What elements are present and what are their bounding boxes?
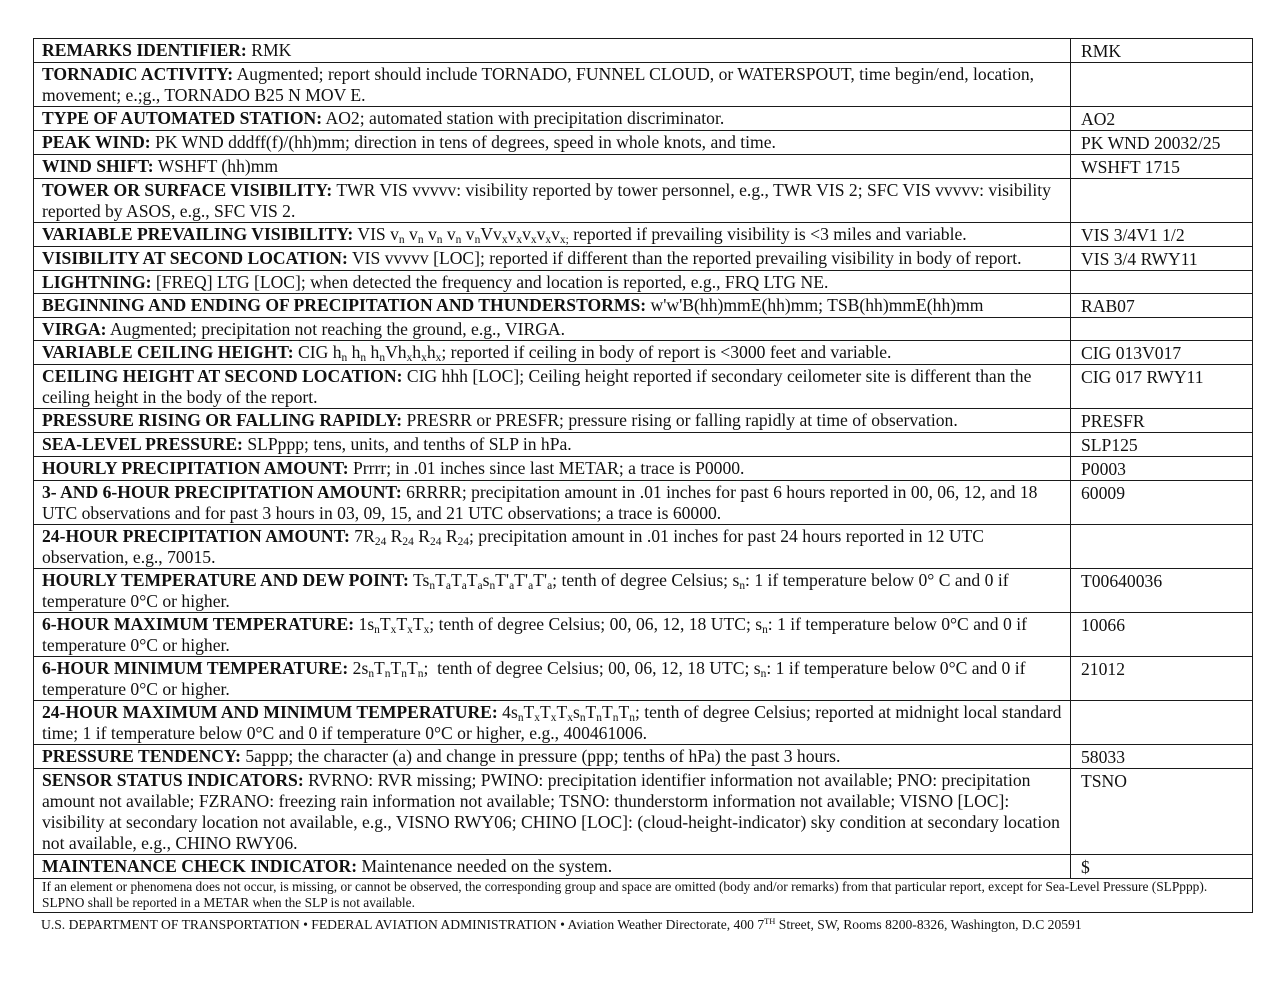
- remark-text: CIG $h_n$ $h_n$ $h_nVh_xh_xh_x$; reported if ceiling in body of report is <3000 feet and variable.: [298, 342, 892, 364]
- remark-description: [34, 613, 1071, 657]
- remark-code: AO2: [1071, 107, 1253, 131]
- remark-row: [34, 613, 1253, 657]
- remark-code: $: [1071, 855, 1253, 879]
- remark-code: [1071, 63, 1253, 107]
- remark-title: HOURLY TEMPERATURE AND DEW POINT:: [42, 570, 409, 590]
- remark-text: Maintenance needed on the system.: [361, 856, 613, 876]
- remark-row: [34, 294, 1253, 318]
- remark-title: CEILING HEIGHT AT SECOND LOCATION:: [42, 366, 403, 386]
- remark-title: LIGHTNING:: [42, 272, 152, 292]
- remark-text: Augmented; report should include TORNADO, FUNNEL CLOUD, or WATERSPOUT, time begin/end, location, movement; e.;g., TORNADO B25 N MOV E.: [42, 64, 1035, 105]
- remark-title: VARIABLE PREVAILING VISIBILITY:: [42, 224, 354, 244]
- remark-row: [34, 107, 1253, 131]
- remark-code: TSNO: [1071, 769, 1253, 855]
- remark-description: [34, 39, 1071, 63]
- remark-code: [1071, 525, 1253, 569]
- remark-row: [34, 271, 1253, 294]
- remark-title: SENSOR STATUS INDICATORS:: [42, 770, 304, 790]
- remark-title: 3- AND 6-HOUR PRECIPITATION AMOUNT:: [42, 482, 402, 502]
- remark-title: TYPE OF AUTOMATED STATION:: [42, 108, 323, 128]
- remark-description: [34, 247, 1071, 271]
- remark-description: [34, 365, 1071, 409]
- remark-row: [34, 433, 1253, 457]
- remark-row: [34, 769, 1253, 855]
- remark-row: [34, 457, 1253, 481]
- remark-row: [34, 481, 1253, 525]
- remark-row: [34, 525, 1253, 569]
- remark-description: [34, 131, 1071, 155]
- remark-row: [34, 855, 1253, 879]
- remark-row: [34, 745, 1253, 769]
- remark-description: [34, 701, 1071, 745]
- remark-text: WSHFT (hh)mm: [157, 156, 279, 176]
- remark-text: CIG hhh [LOC]; Ceiling height reported if secondary ceilometer site is different than the ceiling height in the body of the report.: [42, 366, 1032, 407]
- footer-text: U.S. DEPARTMENT OF TRANSPORTATION • FEDERAL AVIATION ADMINISTRATION • Aviation Weather Directorate, 400 7TH Street, SW, Rooms 8200-8326, Washington, D.C 20591: [41, 916, 1082, 932]
- remark-description: [34, 745, 1071, 769]
- remark-code: [1071, 179, 1253, 223]
- remark-title: 24-HOUR MAXIMUM AND MINIMUM TEMPERATURE:: [42, 702, 498, 722]
- remark-row: [34, 657, 1253, 701]
- remark-text: Augmented; precipitation not reaching the ground, e.g., VIRGA.: [109, 319, 566, 339]
- remark-text: 6RRRR; precipitation amount in .01 inches for past 6 hours reported in 00, 06, 12, and 18 UTC observations and for past 3 hours in 03, 09, 15, and 21 UTC observations; a trace is 60000.: [42, 482, 1038, 523]
- remark-code: 21012: [1071, 657, 1253, 701]
- remark-code: VIS 3/4V1 1/2: [1071, 223, 1253, 247]
- remark-text: TWR VIS vvvvv: visibility reported by tower personnel, e.g., TWR VIS 2; SFC VIS vvvvv: visibility reported by ASOS, e.g., SFC VIS 2.: [42, 180, 1051, 221]
- remark-row: [34, 318, 1253, 341]
- remark-title: TOWER OR SURFACE VISIBILITY:: [42, 180, 333, 200]
- remark-title: WIND SHIFT:: [42, 156, 154, 176]
- remark-description: [34, 341, 1071, 365]
- remark-row: [34, 247, 1253, 271]
- remark-row: [34, 131, 1253, 155]
- remark-code: 10066: [1071, 613, 1253, 657]
- remarks-table: [33, 38, 1253, 879]
- remark-title: VARIABLE CEILING HEIGHT:: [42, 342, 294, 362]
- remark-title: PRESSURE RISING OR FALLING RAPIDLY:: [42, 410, 403, 430]
- footer: [33, 916, 1253, 934]
- remark-code: SLP125: [1071, 433, 1253, 457]
- remark-description: [34, 657, 1071, 701]
- remark-title: MAINTENANCE CHECK INDICATOR:: [42, 856, 358, 876]
- remark-title: BEGINNING AND ENDING OF PRECIPITATION AND THUNDERSTORMS:: [42, 295, 647, 315]
- remark-code: 58033: [1071, 745, 1253, 769]
- remark-text: PK WND dddff(f)/(hh)mm; direction in tens of degrees, speed in whole knots, and time.: [155, 132, 776, 152]
- remark-text: AO2; automated station with precipitation discriminator.: [325, 108, 725, 128]
- remark-title: VIRGA:: [42, 319, 107, 339]
- remark-description: [34, 769, 1071, 855]
- remark-row: [34, 341, 1253, 365]
- remark-text: $Ts_nT_aT_aT_as_nT'_aT'_aT'_a$; tenth of degree Celsius; $s_n$: 1 if temperature below 0° C and 0 if temperature 0°C or higher.: [42, 570, 1009, 611]
- remark-code: 60009: [1071, 481, 1253, 525]
- remark-code: PK WND 20032/25: [1071, 131, 1253, 155]
- remark-row: [34, 701, 1253, 745]
- remark-text: RMK: [251, 40, 292, 60]
- remark-code: [1071, 271, 1253, 294]
- remark-row: [34, 365, 1253, 409]
- remark-description: [34, 63, 1071, 107]
- remark-description: [34, 294, 1071, 318]
- remark-title: TORNADIC ACTIVITY:: [42, 64, 234, 84]
- remark-code: RMK: [1071, 39, 1253, 63]
- remark-text: SLPppp; tens, units, and tenths of SLP in hPa.: [247, 434, 572, 454]
- remark-text: $2s_nT_nT_nT_n$; tenth of degree Celsius; 00, 06, 12, 18 UTC; $s_n$: 1 if temperature below 0°C and 0 if temperature 0°C or higher.: [42, 658, 1026, 699]
- remark-code: WSHFT 1715: [1071, 155, 1253, 179]
- remark-code: VIS 3/4 RWY11: [1071, 247, 1253, 271]
- remark-title: VISIBILITY AT SECOND LOCATION:: [42, 248, 348, 268]
- remark-text: Prrrr; in .01 inches since last METAR; a trace is P0000.: [353, 458, 745, 478]
- remark-text: VIS $v_n$ $v_n$ $v_n$ $v_n$ $v_nVv_xv_xv_xv_xv_{x;}$ reported if prevailing visibility is <3 miles and variable.: [357, 224, 967, 246]
- remark-code: [1071, 701, 1253, 745]
- remark-code: PRESFR: [1071, 409, 1253, 433]
- remark-title: HOURLY PRECIPITATION AMOUNT:: [42, 458, 349, 478]
- remark-description: [34, 433, 1071, 457]
- remark-title: PRESSURE TENDENCY:: [42, 746, 241, 766]
- remark-description: [34, 155, 1071, 179]
- remark-description: [34, 179, 1071, 223]
- remarks-table-body: [34, 39, 1253, 879]
- remark-text: w'w'B(hh)mmE(hh)mm; TSB(hh)mmE(hh)mm: [650, 295, 984, 315]
- remark-text: [FREQ] LTG [LOC]; when detected the frequency and location is reported, e.g., FRQ LTG NE.: [155, 272, 829, 292]
- remark-code: RAB07: [1071, 294, 1253, 318]
- remark-row: [34, 179, 1253, 223]
- remark-description: [34, 107, 1071, 131]
- remark-code: [1071, 318, 1253, 341]
- remark-description: [34, 525, 1071, 569]
- remark-title: 6-HOUR MAXIMUM TEMPERATURE:: [42, 614, 355, 634]
- remark-title: 6-HOUR MINIMUM TEMPERATURE:: [42, 658, 349, 678]
- remark-title: SEA-LEVEL PRESSURE:: [42, 434, 243, 454]
- remark-title: PEAK WIND:: [42, 132, 151, 152]
- remark-row: [34, 39, 1253, 63]
- remark-row: [34, 223, 1253, 247]
- remark-description: [34, 457, 1071, 481]
- remark-description: [34, 409, 1071, 433]
- remark-description: [34, 318, 1071, 341]
- remark-description: [34, 569, 1071, 613]
- remark-title: REMARKS IDENTIFIER:: [42, 40, 247, 60]
- remark-code: CIG 017 RWY11: [1071, 365, 1253, 409]
- remark-code: CIG 013V017: [1071, 341, 1253, 365]
- remark-text: VIS vvvvv [LOC]; reported if different than the reported prevailing visibility in body of report.: [351, 248, 1022, 268]
- remark-description: [34, 271, 1071, 294]
- remark-text: $1s_nT_xT_xT_x$; tenth of degree Celsius; 00, 06, 12, 18 UTC; $s_n$: 1 if temperature below 0°C and 0 if temperature 0°C or higher.: [42, 614, 1027, 655]
- footnote: If an element or phenomena does not occur, is missing, or cannot be observed, the corresponding group and space are omitted (body and/or remarks) from that particular report, except for Sea-Level Pressure (SLPppp). SLPNO shall be reported in a METAR when the SLP is not available.: [33, 879, 1253, 913]
- remark-text: RVRNO: RVR missing; PWINO: precipitation identifier information not available; PNO: precipitation amount not available; FZRANO: freezing rain information not available; TSNO: thunderstorm information not available; VISNO [LOC]: visibility at secondary location not available, e.g., VISNO RWY06; CHINO [LOC]: (cloud-height-indicator) sky condition at secondary location not available, e.g., CHINO RWY06.: [42, 770, 1060, 853]
- remark-title: 24-HOUR PRECIPITATION AMOUNT:: [42, 526, 350, 546]
- remark-description: [34, 481, 1071, 525]
- remark-row: [34, 569, 1253, 613]
- remark-text: $7R_{24}$ $R_{24}$ $R_{24}$ $R_{24}$; precipitation amount in .01 inches for past 24 hours reported in 12 UTC observation, e.g., 70015.: [42, 526, 985, 567]
- remark-description: [34, 223, 1071, 247]
- remark-text: 5appp; the character (a) and change in pressure (ppp; tenths of hPa) the past 3 hours.: [245, 746, 841, 766]
- remark-text: PRESRR or PRESFR; pressure rising or falling rapidly at time of observation.: [406, 410, 958, 430]
- remarks-sheet: [33, 38, 1253, 934]
- remark-code: T00640036: [1071, 569, 1253, 613]
- remark-row: [34, 63, 1253, 107]
- remark-description: [34, 855, 1071, 879]
- remark-text: $4s_nT_xT_xT_xs_nT_nT_nT_n$; tenth of degree Celsius; reported at midnight local standard time; 1 if temperature below 0°C and 0 if temperature 0°C or higher, e.g., 400461006.: [42, 702, 1062, 743]
- remark-row: [34, 409, 1253, 433]
- remark-code: P0003: [1071, 457, 1253, 481]
- remark-row: [34, 155, 1253, 179]
